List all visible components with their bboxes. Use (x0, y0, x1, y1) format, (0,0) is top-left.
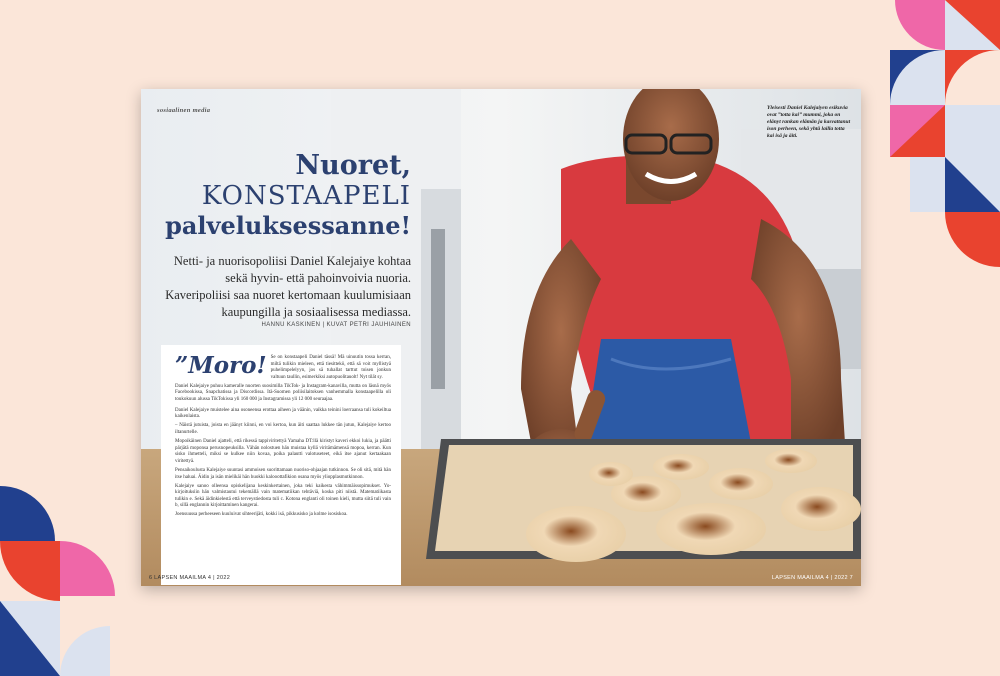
body-paragraph: Joensuussa perheeseen kuuluivat sihteerijäti, kokki isä, pikkusisko ja kolme isosiskoa. (175, 512, 348, 518)
geometric-shapes-graphic (0, 486, 120, 676)
decorative-pattern-bottom-left (0, 486, 120, 676)
page-footer-right: LAPSEN MAAILMA 4 | 2022 7 (771, 575, 853, 581)
magazine-spread (141, 89, 861, 586)
body-paragraph: – Näistä jutuista, joista en jäänyt kiinni, en voi kertoa, kun äiti saattaa lukkee tän jutun, Kalejaiye kertoo iltanurtelle. (175, 423, 391, 435)
body-paragraph: Mopoikäinen Daniel ajatteli, että rikessä tappiviritettyä Yamaha DT:llä kiristyt kaveri ekkoi lukia, ja päätti pärjätä moponsa perusnopeuksilla. Vähän nolostuen hän muistaa kyllä viritämämensä mopoa, kerran. Kun sisko ihmetteli, miksi se kulkee niin kovaa, poika palautti valotuseteet, eikä itse ajanut kertaakaan viritettyä. (175, 439, 391, 464)
decorative-pattern-top-right (890, 0, 1000, 270)
title-line-3: palveluksessanne! (165, 211, 411, 240)
body-paragraph: Se on konstaapeli Daniel tässä! Mä uinuutin tossa kerran, miltä tulikin mieleen, että tiesittekö, että sä voit myllistyä puhelimpelelyyn, jos sä tuhallat tarttut toisen jonkun valtuun taullin, esimerkiksi autopuolitauolt! Nyt tilät sy. (270, 355, 391, 380)
article-title (161, 151, 411, 241)
geometric-shapes-graphic (890, 0, 1000, 270)
title-line-1: Nuoret, (295, 150, 411, 181)
section-label: sosiaalinen media (157, 107, 211, 114)
drop-quote-initial: ”Moro! (175, 352, 267, 379)
article-body-box (161, 345, 401, 585)
body-paragraph: Kalejaiye sanoo olleensa opiskelijana keskinkertainen, joka teki kaikesta vähimmäissopimukset. Yo-kirjoituksiin hän valmistautui tekemällä vain matematiikan tehtäviä, koska piti niistä. Matematiikasta tulikin e. Sekä äidinkielestä että terveystiedosta tuli c. Kotona englanti oli toinen kieli, mutta siitä tuli vain b, sillä englannin kirjoittaminen kangerai. (175, 483, 391, 509)
body-paragraph: Daniel Kalejaiye muistelee aina osoneensa erottaa aiheen ja väänin, vaikka teinini loerraansa tuli kokeiltua kaikenlaista. (175, 407, 391, 420)
body-paragraph: Daniel Kalejaiye puhuu kameralle nuorten suosimilla TikTok- ja Instagram-kanavilla, mutta on läsnä myös Facebookissa, Snapchatissa ja Discordissa. Itä-Suomen poliisilaitoksen vanhemmalla konstaapelilla oli toukokuun alussa TikTokissa yli 160 000 ja Instagramissa yli 12 000 seuraajaa. (175, 383, 391, 403)
photo-caption: Yleisesti Daniel Kalejaiyen esikuvia ovat ”totta kai” mummi, joka on elänyt rankan elämän ja kasvattanut ison perheen, sekä yhtä lailla totta kai isä ja äiti. (767, 105, 851, 139)
lead-paragraph: Netti- ja nuorisopoliisi Daniel Kalejaiye kohtaa sekä hyvin- että pahoinvoivia nuoria. Kaveripoliisi saa nuoret kertomaan kuulumisiaan kaupungilla ja sosiaalisessa mediassa. (165, 254, 411, 319)
byline: HANNU KASKINEN | KUVAT PETRI JAUHIAINEN (261, 322, 411, 328)
body-paragraph: Pensaikoulusta Kalejaiye suuntasi ammoisen suorittamaan nuoriso-ohjaajan tutkinnon. Se oli sitä, mitä hän itse haluai. Äidin ja isän mielikäi hän huokki kalooottafikion osana myös yliopplasmutkinnon. (175, 467, 391, 480)
page-footer-left: 6 LAPSEN MAAILMA 4 | 2022 (149, 575, 231, 581)
title-line-2: KONSTAAPELI (201, 181, 411, 211)
